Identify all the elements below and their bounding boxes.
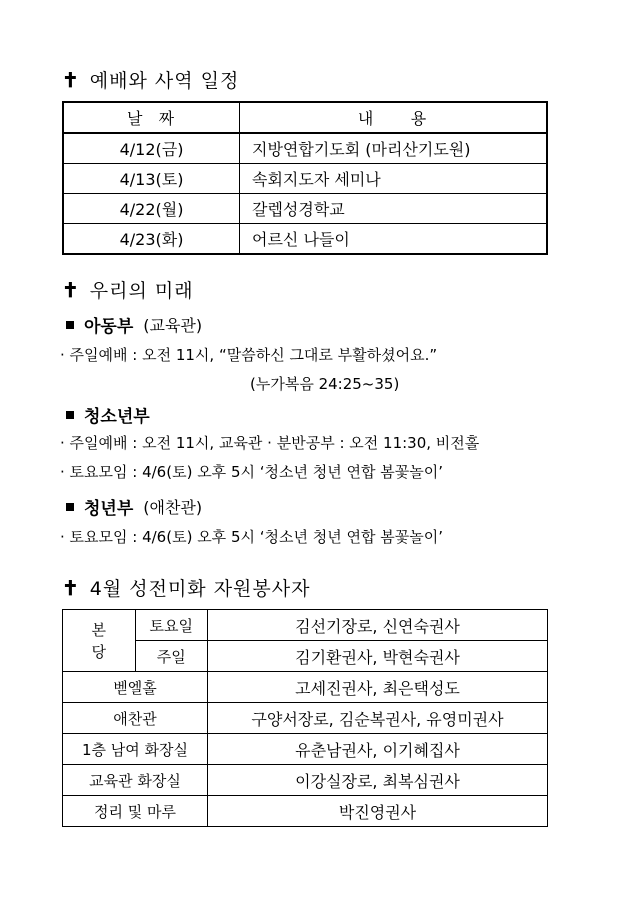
col-content-header: 내 용: [240, 102, 548, 133]
children-dept-place: (교육관): [143, 316, 203, 335]
area-label: 애찬관: [63, 703, 208, 734]
area-label: 1층 남여 화장실: [63, 734, 208, 765]
cross-icon: ✝: [62, 277, 80, 302]
youth-line-2: · 토요모임 : 4/6(토) 오후 5시 ‘청소년 청년 연합 봄꽃놀이’: [60, 463, 443, 481]
square-bullet-icon: [66, 411, 74, 419]
future-heading: [62, 276, 194, 303]
table-row: [63, 734, 548, 765]
children-line-1: · 주일예배 : 오전 11시, “말씀하신 그대로 부활하셨어요.”: [60, 346, 438, 364]
area-label: 벧엘홀: [63, 672, 208, 703]
col-date-header: 날 짜: [63, 102, 240, 133]
schedule-header-row: [63, 102, 547, 133]
saturday-label: 토요일: [135, 610, 208, 641]
area-names: 구양서장로, 김순복권사, 유영미권사: [208, 703, 548, 734]
main-hall-label: 본 당: [63, 610, 136, 672]
area-label: 교육관 화장실: [63, 765, 208, 796]
future-heading-text: 우리의 미래: [89, 280, 194, 302]
young-adult-line-1: · 토요모임 : 4/6(토) 오후 5시 ‘청소년 청년 연합 봄꽃놀이’: [60, 528, 443, 546]
volunteers-heading-text: 4월 성전미화 자원봉사자: [89, 578, 311, 600]
volunteers-heading: [62, 574, 310, 601]
volunteers-table: [62, 609, 548, 827]
table-row: [63, 224, 547, 255]
table-row: [63, 164, 547, 194]
square-bullet-icon: [66, 321, 74, 329]
children-line-2: (누가복음 24:25~35): [250, 375, 400, 393]
schedule-date: 4/13(토): [63, 164, 240, 194]
table-row: [63, 765, 548, 796]
table-row: [63, 610, 548, 641]
cross-icon: ✝: [62, 575, 80, 600]
youth-dept-title: [66, 402, 150, 427]
sunday-label: 주일: [135, 641, 208, 672]
area-names: 이강실장로, 최복심권사: [208, 765, 548, 796]
table-row: [63, 641, 548, 672]
children-dept-title: [66, 312, 202, 337]
children-dept-name: 아동부: [84, 317, 134, 337]
schedule-table: [62, 101, 548, 255]
schedule-content: 어르신 나들이: [240, 224, 548, 255]
area-names: 유춘남권사, 이기혜집사: [208, 734, 548, 765]
area-names: 박진영권사: [208, 796, 548, 827]
table-row: [63, 796, 548, 827]
table-row: [63, 672, 548, 703]
schedule-content: 지방연합기도회 (마리산기도원): [240, 133, 548, 164]
schedule-date: 4/23(화): [63, 224, 240, 255]
schedule-date: 4/22(월): [63, 194, 240, 224]
schedule-content: 갈렙성경학교: [240, 194, 548, 224]
area-names: 고세진권사, 최은택성도: [208, 672, 548, 703]
schedule-date: 4/12(금): [63, 133, 240, 164]
sunday-names: 김기환권사, 박현숙권사: [208, 641, 548, 672]
table-row: [63, 133, 547, 164]
youth-line-1: · 주일예배 : 오전 11시, 교육관 · 분반공부 : 오전 11:30, 비전홀: [60, 434, 480, 452]
schedule-content: 속회지도자 세미나: [240, 164, 548, 194]
table-row: [63, 703, 548, 734]
cross-icon: ✝: [62, 67, 80, 92]
schedule-heading: [62, 66, 239, 93]
square-bullet-icon: [66, 503, 74, 511]
saturday-names: 김선기장로, 신연숙권사: [208, 610, 548, 641]
schedule-heading-text: 예배와 사역 일정: [89, 70, 240, 92]
young-adult-dept-title: [66, 494, 202, 519]
table-row: [63, 194, 547, 224]
young-adult-dept-place: (애찬관): [143, 498, 203, 517]
area-label: 정리 및 마루: [63, 796, 208, 827]
young-adult-dept-name: 청년부: [84, 499, 134, 519]
youth-dept-name: 청소년부: [84, 407, 150, 427]
